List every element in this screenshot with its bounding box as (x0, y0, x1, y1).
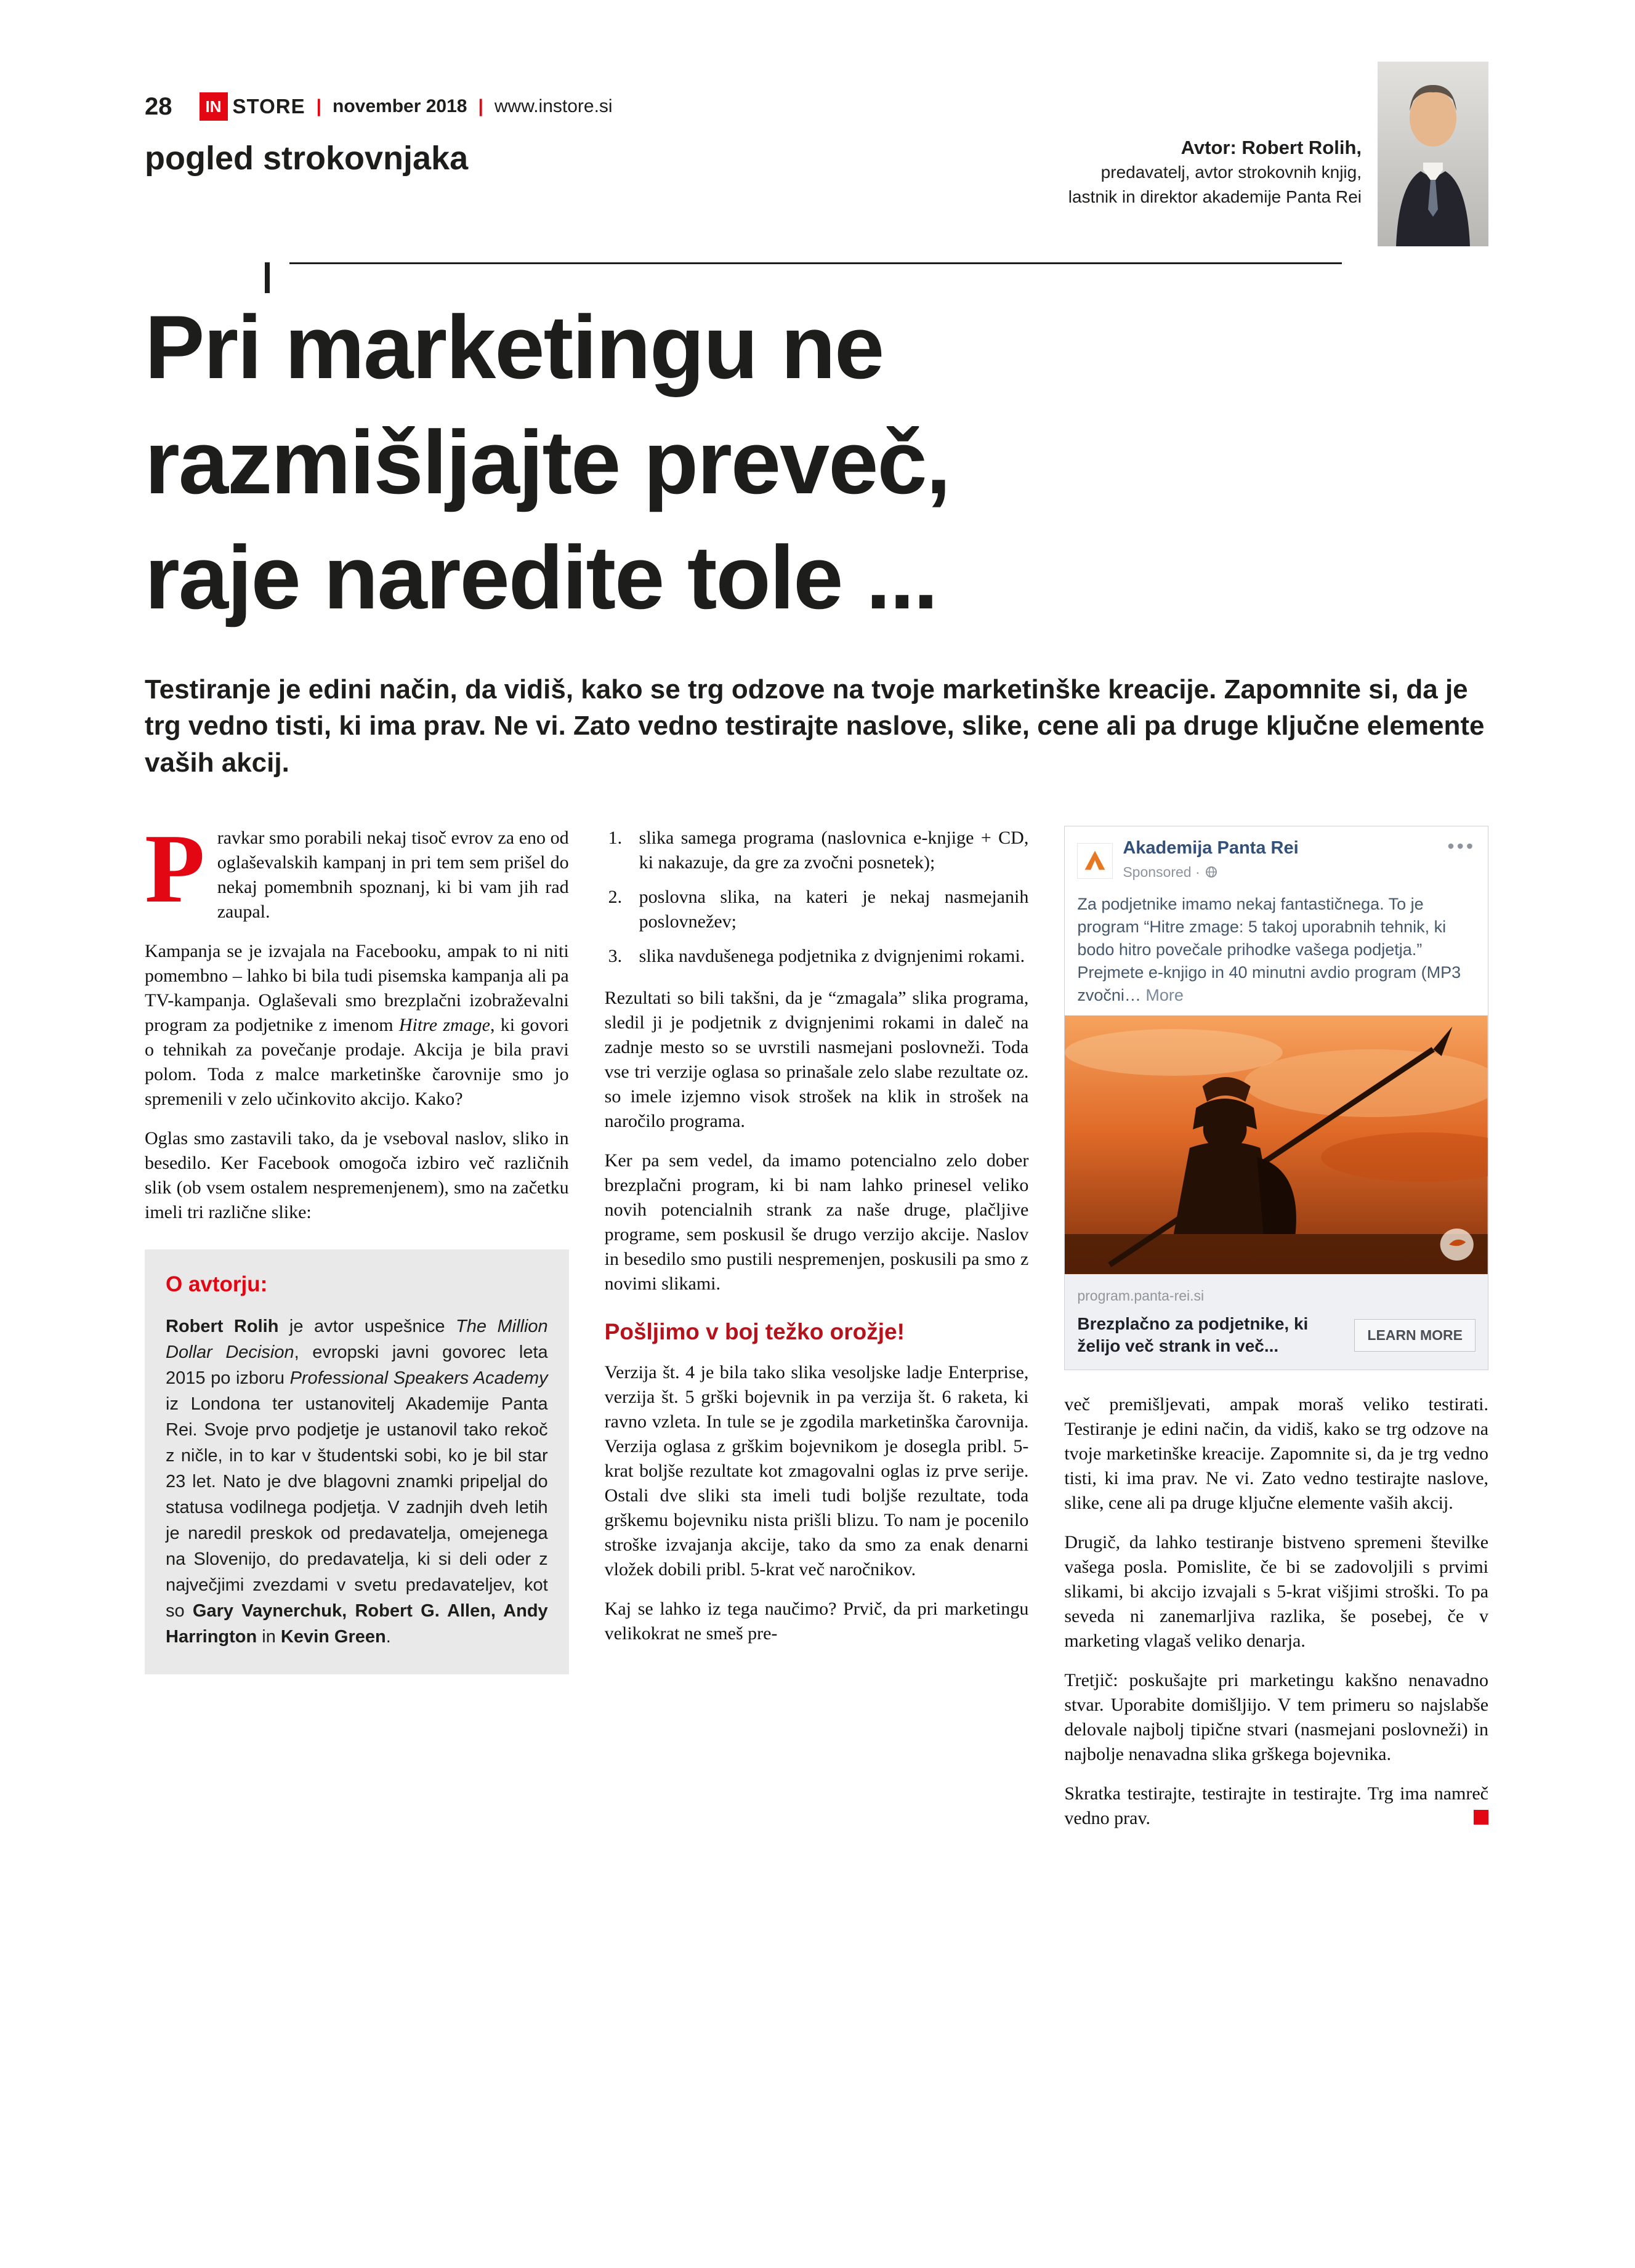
fb-ad-text (1065, 893, 1488, 1015)
article-headline (145, 290, 1488, 636)
paragraph-text: ravkar smo porabili nekaj tisoč evrov za eno od oglaševalskih kampanj in pri tem sem prišel do nekaj pomembnih spoznanj, ki bi vam jih rad zaupal. (217, 828, 569, 922)
author-bio-box (145, 1249, 569, 1674)
fb-ad-text-truncated: Prejmete e-knjigo in 40 minutni avdio program (MP3 zvočni… (1077, 963, 1461, 1005)
fb-cta-row (1077, 1313, 1476, 1357)
header-left (145, 92, 613, 177)
learn-more-button[interactable]: LEARN MORE (1354, 1319, 1476, 1352)
header-divider (289, 262, 1342, 264)
ad-page-logo[interactable] (1077, 843, 1113, 879)
list-item (605, 944, 1029, 969)
column-3 (1064, 826, 1489, 1829)
fb-sponsored-label (1123, 860, 1298, 884)
fb-link-preview-bar (1065, 1274, 1488, 1370)
author-credit (1068, 135, 1362, 209)
column-1 (145, 813, 569, 1825)
fb-page-name[interactable]: Akademija Panta Rei (1123, 838, 1299, 858)
instore-logo-text: STORE (232, 95, 305, 118)
divider-tick (265, 262, 270, 293)
list-item (605, 885, 1029, 934)
ad-warrior-image[interactable] (1065, 1015, 1488, 1274)
fb-link-domain[interactable]: program.panta-rei.si (1077, 1288, 1205, 1304)
header-right (1068, 62, 1488, 246)
article-lead: Testiranje je edini način, da vidiš, kako se trg odzove na tvoje marketinške kreacije. Zapomnite si, da je trg vedno tisti, ki ima prav. Ne vi. Zato vedno testirajte naslove, slike, cene ali pa druge ključne elemente vaših akcij. (145, 674, 1485, 778)
article-columns (145, 813, 1489, 1829)
author-photo (1378, 62, 1488, 246)
fb-more-link[interactable]: More (1145, 986, 1184, 1005)
facebook-ad-screenshot (1064, 826, 1488, 1370)
page-header (145, 0, 1488, 246)
instore-logo-icon: IN (200, 92, 228, 121)
paragraph: več premišljevati, ampak moraš veliko testirati. Testiranje je edini način, da vidiš, kako se trg odzove na tvoje marketinške kreacije. Zapomnite si, da je trg vedno tisti, ki ima prav. Ne vi. Zato vedno testirajte naslove, slike, cene ali pa druge ključne elemente vaših akcij. (1064, 1394, 1489, 1514)
fb-ad-page-info (1123, 837, 1298, 884)
fb-ad-text-line2 (1077, 961, 1476, 1007)
paragraph: Oglas smo zastavili tako, da je vseboval naslov, sliko in besedilo. Ker Facebook omogoča izbiro več različnih slik (ob vsem ostalem nespremenjenem), smo na začetku imeli tri različne slike: (145, 1128, 569, 1223)
list-item (605, 826, 1029, 875)
image-variants-list (605, 826, 1029, 969)
fb-ad-text-line1: Za podjetnike imamo nekaj fantastičnega. To je program “Hitre zmage: 5 takoj uporabnih tehnik, ki bodo hitro povečale prihodke vašega podjetja.” (1077, 895, 1447, 959)
section-title: pogled strokovnjaka (145, 140, 469, 177)
ellipsis-menu-icon[interactable]: ••• (1447, 835, 1476, 858)
headline-line-3: raje naredite tole ... (145, 527, 937, 628)
fb-cta-title[interactable]: Brezplačno za podjetnike, ki želijo več strank in več... (1077, 1314, 1309, 1356)
sponsored-text: Sponsored · (1123, 864, 1200, 881)
list-item-text: poslovna slika, na kateri je nekaj nasmejanih poslovnežev; (639, 887, 1029, 932)
list-item-text: slika samega programa (naslovnica e-knjige + CD, ki nakazuje, da gre za zvočni posnetek); (639, 828, 1029, 873)
paragraph: Ker pa sem vedel, da imamo potencialno zelo dober brezplačni program, ki bi nam lahko prinesel veliko novih potencialnih strank za naše druge, plačljive programe, sem poskusil še drugo verzijo akcije. Naslov in besedilo smo pustili nespremenjen, poskusili pa smo z novimi slikami. (604, 1150, 1029, 1294)
paragraph: Rezultati so bili takšni, da je “zmagala” slika programa, sledil ji je podjetnik z dvignjenimi rokami in daleč na zadnje mesto so se uvrstili nasmejani poslovneži. Toda vse tri verzije oglasa so prinašale zelo slabe rezultate oz. so imele izjemno visok strošek na klik in strošek na naročilo programa. (604, 988, 1029, 1132)
separator: | (478, 96, 483, 116)
list-number: 3. (608, 946, 623, 967)
separator: | (316, 96, 321, 116)
article-subhead: Pošljimo v boj težko orožje! (604, 1319, 905, 1345)
paragraph (145, 813, 569, 924)
issue-date: november 2018 (333, 96, 467, 116)
column-2 (605, 826, 1029, 1825)
website-link[interactable]: www.instore.si (494, 96, 613, 116)
headline-line-2: razmišljajte preveč, (145, 411, 950, 512)
instore-logo (200, 92, 305, 121)
paragraph: Kaj se lahko iz tega naučimo? Prvič, da pri marketingu velikokrat ne smeš pre- (604, 1599, 1029, 1644)
list-number: 2. (608, 887, 623, 908)
article-end-mark (1474, 1810, 1488, 1825)
paragraph: Verzija št. 4 je bila tako slika vesoljske ladje Enterprise, verzija št. 5 grški bojevnik in pa verzija št. 6 raketa, ki ravno vzleta. In tule se je zgodila marketinška čarovnija. Verzija oglasa z grškim bojevnikom je dosegla pribl. 5-krat boljše rezultate kot zmagovalni oglas iz prve serije. Ostali dve sliki sta imeli tudi boljše rezultate, toda grškemu bojevniku nista prišli blizu. To nam je pocenilo stroške izvajanja akcije, tako da smo za enak denarni vložek dobili pribl. 5-krat več naročnikov. (604, 1362, 1029, 1580)
paragraph: Tretjič: poskušajte pri marketingu kakšno nenavadno stvar. Uporabite domišljijo. V tem primeru so najslabše delovale najbolj tipične stvari (nasmejani poslovneži) in najbolje nenavadna slika grškega bojevnika. (1064, 1670, 1489, 1765)
list-item-text: slika navdušenega podjetnika z dvignjenimi rokami. (639, 946, 1025, 967)
paragraph: Skratka testirajte, testirajte in testirajte. Trg ima namreč vedno prav. (1064, 1783, 1489, 1829)
author-role-2: lastnik in direktor akademije Panta Rei (1068, 187, 1362, 206)
headline-line-1: Pri marketingu ne (145, 297, 884, 397)
page-number: 28 (145, 92, 172, 120)
fb-ad-header (1065, 826, 1488, 893)
paragraph: Kampanja se je izvajala na Facebooku, ampak to ni niti pomembno – lahko bi bila tudi pisemska kampanja ali pa TV-kampanja. Oglaševali smo brezplačni izobraževalni program za podjetnike z imenom Hitre zmage, ki govori o tehnikah za povečanje prodaje. Akcija je bila pravi polom. Toda z malce marketinške čarovnije smo jo spremenili v zelo učinkovito akcijo. Kako? (145, 941, 569, 1110)
paragraph: Drugič, da lahko testiranje bistveno spremeni številke vašega posla. Pomislite, če bi se zadovoljili s prvimi slikami, bi akcijo izvajali s 5-krat višjimi stroški. To pa seveda ni zanemarljiva razlika, še posebej, če v marketing vlagaš veliko denarja. (1064, 1532, 1489, 1652)
author-box-text: Robert Rolih je avtor uspešnice The Million Dollar Decision, evropski javni govorec leta 2015 po izboru Professional Speakers Academy iz Londona ter ustanovitelj Akademije Panta Rei. Svoje prvo podjetje je ustanovil tako rekoč z ničle, in to kar v študentski sobi, ko je bil star 23 let. Nato je dve blagovni znamki pripeljal do statusa vodilnega podjetja. V zadnjih dveh letih je naredil preskok od predavatelja, omejenega na Slovenijo, do predavatelja, ki si deli oder z največjimi zvezdami v svetu predavateljev, kot so Gary Vaynerchuk, Robert G. Allen, Andy Harrington in Kevin Green. (166, 1317, 548, 1647)
author-name: Avtor: Robert Rolih, (1181, 137, 1362, 158)
author-box-title: O avtorju: (166, 1272, 268, 1297)
globe-icon (1205, 866, 1217, 878)
author-role-1: predavatelj, avtor strokovnih knjig, (1100, 163, 1362, 182)
drop-cap: P (145, 813, 205, 924)
masthead (145, 92, 613, 121)
list-number: 1. (608, 828, 623, 849)
